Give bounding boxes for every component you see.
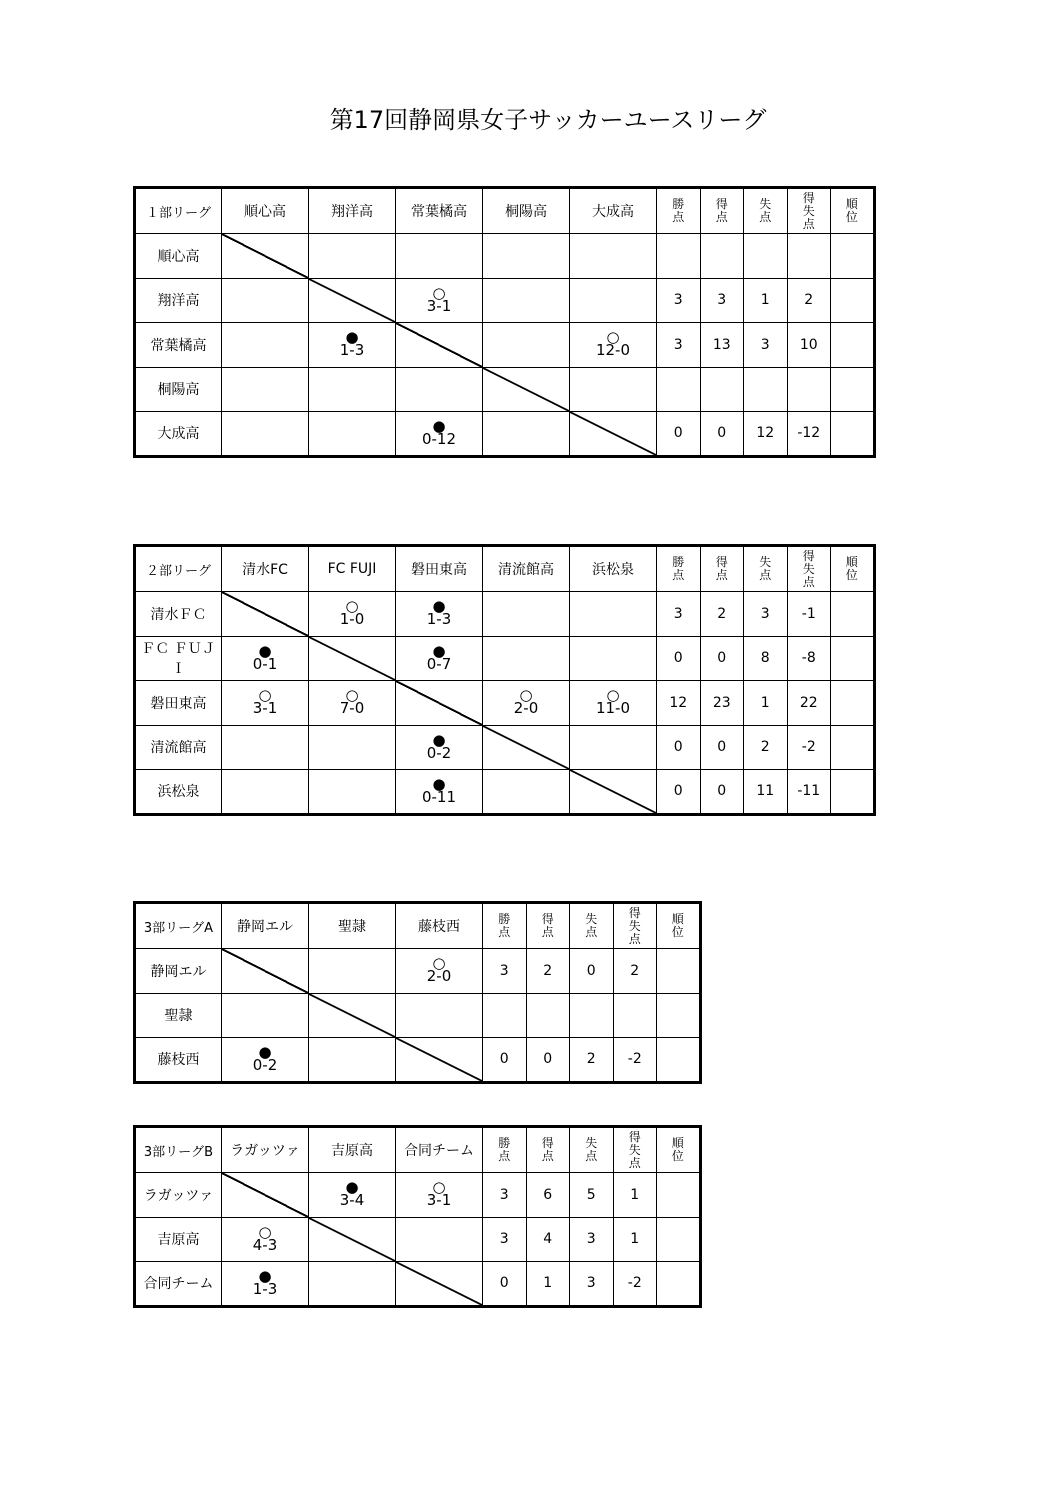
stat-cell: 3 (657, 323, 701, 368)
stat-header (657, 546, 701, 592)
result-cell (309, 681, 396, 726)
match-score: 0-7 (426, 654, 452, 673)
stat-header-label: 順位 (845, 555, 858, 582)
result-cell (483, 681, 570, 726)
stat-cell: 1 (613, 1173, 657, 1218)
result-cell (309, 592, 396, 637)
stat-header-label: 得点 (541, 912, 554, 939)
result-cell (396, 636, 483, 681)
stat-header-label: 失点 (585, 1136, 598, 1163)
result-cell (483, 323, 570, 368)
table-row (135, 636, 875, 681)
stat-cell: 1 (744, 278, 788, 323)
column-team-header: 清流館高 (483, 546, 570, 592)
result-cell (222, 636, 309, 681)
stat-cell: 4 (526, 1217, 570, 1262)
result-cell (396, 592, 483, 637)
stat-cell (700, 234, 744, 279)
row-team-label: 清水ＦＣ (135, 592, 222, 637)
stat-cell (744, 367, 788, 412)
table-row (135, 770, 875, 815)
stat-cell: 23 (700, 681, 744, 726)
stat-cell (526, 993, 570, 1038)
stat-cell (570, 993, 614, 1038)
column-team-header: ラガッツァ (222, 1127, 309, 1173)
match-score: 1-3 (339, 341, 365, 360)
stat-header (787, 188, 831, 234)
stat-cell: -11 (787, 770, 831, 815)
result-cell (483, 412, 570, 457)
stat-cell (657, 1217, 701, 1262)
stat-cell: 2 (570, 1038, 614, 1083)
diagonal-cell (309, 993, 396, 1038)
stat-cell: 22 (787, 681, 831, 726)
stat-cell: 2 (700, 592, 744, 637)
stat-cell (787, 234, 831, 279)
row-team-label: 桐陽高 (135, 367, 222, 412)
column-team-header: 聖隷 (309, 903, 396, 949)
stat-cell (657, 993, 701, 1038)
stat-cell (831, 323, 875, 368)
match-score: 1-3 (426, 610, 452, 629)
stat-cell: 0 (700, 725, 744, 770)
stat-header (613, 903, 657, 949)
result-cell (222, 367, 309, 412)
row-team-label: 磐田東高 (135, 681, 222, 726)
match-score: 3-4 (339, 1191, 365, 1210)
result-cell (396, 770, 483, 815)
result-cell (483, 636, 570, 681)
stat-cell (831, 278, 875, 323)
header-row (135, 188, 875, 234)
result-cell (222, 725, 309, 770)
column-team-header: 大成高 (570, 188, 657, 234)
win-mark: ○ (432, 1178, 446, 1197)
league-name: 3部リーグB (135, 1127, 222, 1173)
column-team-header: 清水FC (222, 546, 309, 592)
result-cell (396, 278, 483, 323)
stat-cell: 0 (657, 412, 701, 457)
result-cell (309, 725, 396, 770)
stat-cell (744, 234, 788, 279)
stat-cell: 2 (613, 949, 657, 994)
match-score: 3-1 (426, 1191, 452, 1210)
loss-mark: ● (432, 730, 446, 749)
header-row (135, 903, 701, 949)
stat-cell: 3 (700, 278, 744, 323)
diagonal-cell (396, 681, 483, 726)
stat-header-label: 勝点 (498, 912, 511, 939)
column-team-header: 磐田東高 (396, 546, 483, 592)
stat-cell (831, 367, 875, 412)
stat-header (570, 903, 614, 949)
stat-cell: -8 (787, 636, 831, 681)
win-mark: ○ (519, 686, 533, 705)
loss-mark: ● (258, 1266, 272, 1285)
stat-cell: 8 (744, 636, 788, 681)
result-cell (483, 278, 570, 323)
column-team-header: 吉原高 (309, 1127, 396, 1173)
result-cell (222, 278, 309, 323)
row-team-label: ＦＣ ＦＵＪＩ (135, 636, 222, 681)
loss-mark: ● (258, 641, 272, 660)
stat-cell: 10 (787, 323, 831, 368)
stat-cell (831, 725, 875, 770)
stat-header-label: 勝点 (672, 555, 685, 582)
stat-cell: -2 (613, 1038, 657, 1083)
diagonal-cell (222, 949, 309, 994)
diagonal-cell (483, 367, 570, 412)
result-cell (396, 234, 483, 279)
result-cell (570, 681, 657, 726)
stat-header (831, 546, 875, 592)
column-team-header: 静岡エル (222, 903, 309, 949)
stat-header (744, 188, 788, 234)
stat-cell (657, 949, 701, 994)
stat-header-label: 勝点 (672, 197, 685, 224)
match-score: 1-0 (339, 610, 365, 629)
stat-cell: -12 (787, 412, 831, 457)
match-score: 3-1 (252, 699, 278, 718)
stat-cell: 13 (700, 323, 744, 368)
stat-cell: 0 (700, 770, 744, 815)
stat-cell: 3 (657, 592, 701, 637)
table-row (135, 1038, 701, 1083)
result-cell (570, 636, 657, 681)
league-1-table (133, 186, 876, 458)
match-score: 2-0 (426, 967, 452, 986)
stat-header (570, 1127, 614, 1173)
stat-cell (831, 636, 875, 681)
stat-cell: 0 (700, 636, 744, 681)
stat-cell (787, 367, 831, 412)
match-score: 4-3 (252, 1235, 278, 1254)
table-row (135, 234, 875, 279)
column-team-header: 順心高 (222, 188, 309, 234)
result-cell (396, 367, 483, 412)
stat-cell: 2 (744, 725, 788, 770)
row-team-label: ラガッツァ (135, 1173, 222, 1218)
win-mark: ○ (258, 1222, 272, 1241)
stat-cell (657, 367, 701, 412)
result-cell (309, 412, 396, 457)
stat-cell: 3 (744, 323, 788, 368)
stat-cell: 3 (570, 1262, 614, 1307)
result-cell (570, 278, 657, 323)
result-cell (483, 770, 570, 815)
stat-header (657, 188, 701, 234)
column-team-header: 翔洋高 (309, 188, 396, 234)
match-score: 0-1 (252, 654, 278, 673)
loss-mark: ● (432, 774, 446, 793)
diagonal-cell (396, 323, 483, 368)
stat-header (483, 903, 527, 949)
match-score: 0-2 (252, 1055, 278, 1074)
table-row (135, 725, 875, 770)
row-team-label: 浜松泉 (135, 770, 222, 815)
stat-cell: 1 (744, 681, 788, 726)
stat-cell: 2 (526, 949, 570, 994)
stat-header-label: 得失点 (802, 190, 815, 231)
row-team-label: 静岡エル (135, 949, 222, 994)
stat-header (657, 903, 701, 949)
column-team-header: 常葉橘高 (396, 188, 483, 234)
row-team-label: 大成高 (135, 412, 222, 457)
stat-header-label: 失点 (759, 555, 772, 582)
stat-cell: 0 (700, 412, 744, 457)
match-score: 1-3 (252, 1279, 278, 1298)
stat-cell (700, 367, 744, 412)
diagonal-cell (570, 412, 657, 457)
stat-cell: 12 (657, 681, 701, 726)
stat-cell (657, 1173, 701, 1218)
stat-cell: 12 (744, 412, 788, 457)
result-cell (570, 592, 657, 637)
match-score: 0-11 (421, 787, 457, 806)
stat-header (613, 1127, 657, 1173)
win-mark: ○ (606, 686, 620, 705)
league-3b-table (133, 1125, 702, 1308)
diagonal-cell (309, 1217, 396, 1262)
result-cell (309, 770, 396, 815)
match-score: 12-0 (595, 341, 631, 360)
diagonal-cell (222, 1173, 309, 1218)
column-team-header: 桐陽高 (483, 188, 570, 234)
stat-header (700, 546, 744, 592)
table-row (135, 993, 701, 1038)
result-cell (309, 367, 396, 412)
league-2-table (133, 544, 876, 816)
diagonal-cell (396, 1038, 483, 1083)
result-cell (396, 412, 483, 457)
result-cell (396, 725, 483, 770)
result-cell (222, 1038, 309, 1083)
stat-cell: -1 (787, 592, 831, 637)
stat-header-label: 勝点 (498, 1136, 511, 1163)
stat-cell: 3 (483, 1217, 527, 1262)
diagonal-cell (309, 636, 396, 681)
result-cell (222, 1262, 309, 1307)
table-row (135, 592, 875, 637)
table-row (135, 323, 875, 368)
stat-header-label: 順位 (671, 1136, 684, 1163)
loss-mark: ● (258, 1042, 272, 1061)
row-team-label: 聖隷 (135, 993, 222, 1038)
stat-cell: 3 (570, 1217, 614, 1262)
result-cell (483, 592, 570, 637)
result-cell (309, 1262, 396, 1307)
column-team-header: 藤枝西 (396, 903, 483, 949)
diagonal-cell (396, 1262, 483, 1307)
match-score: 11-0 (595, 699, 631, 718)
diagonal-cell (570, 770, 657, 815)
result-cell (222, 412, 309, 457)
stat-header (526, 1127, 570, 1173)
result-cell (309, 323, 396, 368)
result-cell (309, 949, 396, 994)
diagonal-cell (222, 592, 309, 637)
stat-header-label: 得失点 (802, 548, 815, 589)
stat-cell: 3 (483, 1173, 527, 1218)
loss-mark: ● (345, 1178, 359, 1197)
stat-cell: 0 (657, 636, 701, 681)
stat-cell: 2 (787, 278, 831, 323)
result-cell (222, 681, 309, 726)
win-mark: ○ (432, 954, 446, 973)
row-team-label: 吉原高 (135, 1217, 222, 1262)
league-name: 3部リーグA (135, 903, 222, 949)
diagonal-cell (222, 234, 309, 279)
column-team-header: 合同チーム (396, 1127, 483, 1173)
stat-cell (831, 770, 875, 815)
stat-cell: 0 (657, 770, 701, 815)
stat-cell (657, 234, 701, 279)
loss-mark: ● (345, 328, 359, 347)
win-mark: ○ (432, 283, 446, 302)
league-3a-table (133, 901, 702, 1084)
row-team-label: 順心高 (135, 234, 222, 279)
stat-cell: 0 (483, 1038, 527, 1083)
result-cell (309, 1173, 396, 1218)
stat-cell: 0 (526, 1038, 570, 1083)
stat-cell: 5 (570, 1173, 614, 1218)
row-team-label: 清流館高 (135, 725, 222, 770)
stat-cell: 3 (744, 592, 788, 637)
stat-cell (483, 993, 527, 1038)
stat-cell (831, 592, 875, 637)
page-title: 第17回静岡県女子サッカーユースリーグ (329, 106, 767, 134)
column-team-header: FC FUJI (309, 546, 396, 592)
loss-mark: ● (432, 416, 446, 435)
table-row (135, 367, 875, 412)
stat-header-label: 得点 (715, 555, 728, 582)
stat-header-label: 得失点 (628, 1129, 641, 1170)
result-cell (309, 234, 396, 279)
stat-header (526, 903, 570, 949)
league-name: ２部リーグ (135, 546, 222, 592)
header-row (135, 1127, 701, 1173)
win-mark: ○ (345, 597, 359, 616)
stat-header-label: 失点 (585, 912, 598, 939)
stat-header (483, 1127, 527, 1173)
match-score: 0-2 (426, 743, 452, 762)
result-cell (570, 367, 657, 412)
result-cell (222, 770, 309, 815)
stat-cell: 0 (657, 725, 701, 770)
result-cell (396, 993, 483, 1038)
win-mark: ○ (606, 328, 620, 347)
result-cell (570, 725, 657, 770)
loss-mark: ● (432, 641, 446, 660)
stat-header-label: 順位 (845, 197, 858, 224)
result-cell (396, 949, 483, 994)
stat-cell: 0 (570, 949, 614, 994)
stat-header (831, 188, 875, 234)
stat-cell: 11 (744, 770, 788, 815)
stat-cell: 6 (526, 1173, 570, 1218)
stat-cell (657, 1262, 701, 1307)
stat-cell (831, 681, 875, 726)
table-row (135, 412, 875, 457)
diagonal-cell (483, 725, 570, 770)
match-score: 3-1 (426, 296, 452, 315)
stat-cell: 3 (657, 278, 701, 323)
result-cell (222, 993, 309, 1038)
stat-cell: 1 (613, 1217, 657, 1262)
stat-header-label: 得失点 (628, 905, 641, 946)
stat-header-label: 得点 (541, 1136, 554, 1163)
match-score: 0-12 (421, 429, 457, 448)
stat-cell (657, 1038, 701, 1083)
table-row (135, 949, 701, 994)
table-row (135, 1217, 701, 1262)
match-score: 2-0 (513, 699, 539, 718)
result-cell (396, 1173, 483, 1218)
result-cell (570, 234, 657, 279)
stat-header-label: 順位 (671, 912, 684, 939)
table-row (135, 1173, 701, 1218)
stat-header (657, 1127, 701, 1173)
stat-header-label: 得点 (715, 197, 728, 224)
loss-mark: ● (432, 597, 446, 616)
stat-cell (613, 993, 657, 1038)
stat-cell: 1 (526, 1262, 570, 1307)
result-cell (483, 234, 570, 279)
match-score: 7-0 (339, 699, 365, 718)
league-name: １部リーグ (135, 188, 222, 234)
stat-header-label: 失点 (759, 197, 772, 224)
result-cell (396, 1217, 483, 1262)
win-mark: ○ (258, 686, 272, 705)
result-cell (309, 1038, 396, 1083)
diagonal-cell (309, 278, 396, 323)
row-team-label: 合同チーム (135, 1262, 222, 1307)
stat-cell (831, 234, 875, 279)
result-cell (570, 323, 657, 368)
result-cell (222, 323, 309, 368)
win-mark: ○ (345, 686, 359, 705)
row-team-label: 常葉橘高 (135, 323, 222, 368)
table-row (135, 1262, 701, 1307)
stat-header (700, 188, 744, 234)
result-cell (222, 1217, 309, 1262)
table-row (135, 278, 875, 323)
row-team-label: 翔洋高 (135, 278, 222, 323)
column-team-header: 浜松泉 (570, 546, 657, 592)
header-row (135, 546, 875, 592)
stat-cell (831, 412, 875, 457)
stat-cell: 3 (483, 949, 527, 994)
stat-cell: -2 (787, 725, 831, 770)
row-team-label: 藤枝西 (135, 1038, 222, 1083)
stat-cell: -2 (613, 1262, 657, 1307)
table-row (135, 681, 875, 726)
stat-cell: 0 (483, 1262, 527, 1307)
stat-header (744, 546, 788, 592)
stat-header (787, 546, 831, 592)
